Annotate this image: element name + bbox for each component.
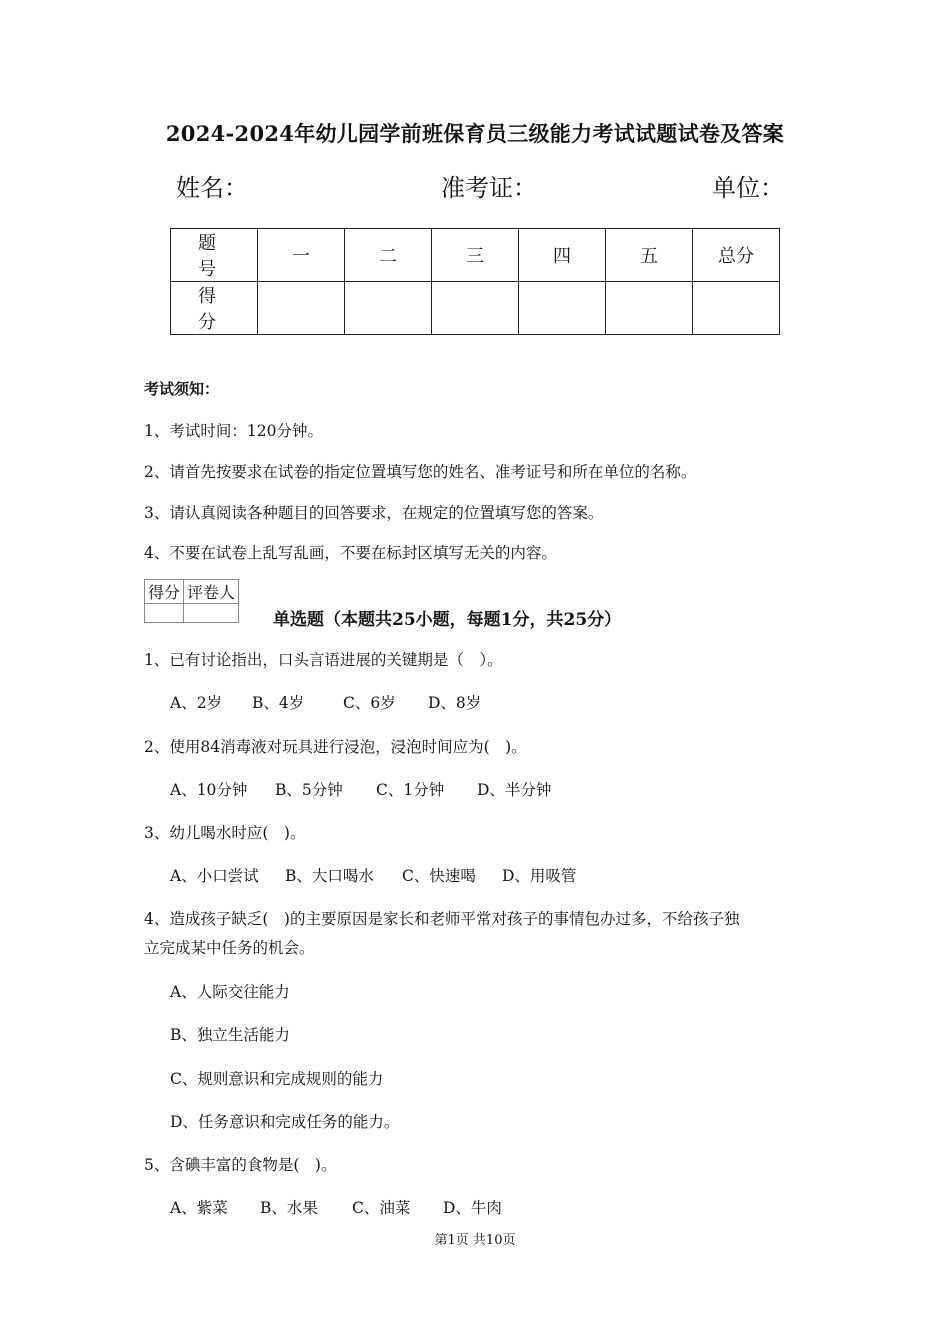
score-cell[interactable] [345,282,432,335]
notice-item: 4、不要在试卷上乱写乱画，不要在标封区填写无关的内容。 [144,544,557,562]
option-a[interactable]: A、10分钟 [170,781,248,799]
name-field-label: 姓名： [176,174,248,202]
question-stem: 5、含碘丰富的食物是( )。 [144,1156,337,1174]
notice-item: 3、请认真阅读各种题目的回答要求，在规定的位置填写您的答案。 [144,504,604,522]
score-table-header-2: 二 [345,229,432,282]
option-c[interactable]: C、1分钟 [376,781,445,799]
question-stem: 1、已有讨论指出，口头言语进展的关键期是（ ）。 [144,651,503,669]
option-b[interactable]: B、5分钟 [275,781,343,799]
option-b[interactable]: B、水果 [260,1199,318,1217]
option-b[interactable]: B、独立生活能力 [170,1026,290,1044]
option-a[interactable]: A、人际交往能力 [170,983,290,1001]
question-stem-continued: 立完成某中任务的机会。 [144,939,315,957]
option-c[interactable]: C、规则意识和完成规则的能力 [170,1070,384,1088]
question-stem: 2、使用84消毒液对玩具进行浸泡，浸泡时间应为( )。 [144,738,527,756]
option-c[interactable]: C、6岁 [343,694,396,712]
option-a[interactable]: A、2岁 [170,694,223,712]
option-d[interactable]: D、牛肉 [443,1199,502,1217]
score-cell[interactable] [519,282,606,335]
question-stem: 4、造成孩子缺乏( )的主要原因是家长和老师平常对孩子的事情包办过多，不给孩子独 [144,910,740,928]
option-b[interactable]: B、大口喝水 [285,867,374,885]
notice-title: 考试须知： [144,380,220,398]
grader-name-label: 评卷人 [184,580,239,604]
option-c[interactable]: C、油菜 [352,1199,411,1217]
option-c[interactable]: C、快速喝 [402,867,476,885]
score-table-header-4: 四 [519,229,606,282]
option-d[interactable]: D、任务意识和完成任务的能力。 [170,1113,400,1131]
score-table [170,228,780,335]
score-table-score-row [171,282,780,335]
option-d[interactable]: D、半分钟 [477,781,552,799]
notice-item: 2、请首先按要求在试卷的指定位置填写您的姓名、准考证号和所在单位的名称。 [144,463,697,481]
score-cell[interactable] [432,282,519,335]
score-cell-total[interactable] [693,282,780,335]
score-cell[interactable] [258,282,345,335]
score-table-header-total: 总分 [693,229,780,282]
grader-name-cell[interactable] [184,604,239,623]
grader-score-label: 得分 [145,580,184,604]
score-cell[interactable] [606,282,693,335]
grader-box [144,579,239,623]
score-table-header-1: 一 [258,229,345,282]
section-title: 单选题（本题共25小题，每题1分，共25分） [273,610,622,630]
question-stem: 3、幼儿喝水时应( )。 [144,824,306,842]
page-footer: 第1页 共10页 [434,1233,516,1248]
notice-item: 1、考试时间：120分钟。 [144,422,323,440]
option-a[interactable]: A、小口尝试 [170,867,259,885]
option-a[interactable]: A、紫菜 [170,1199,228,1217]
grader-score-cell[interactable] [145,604,184,623]
unit-field-label: 单位： [712,174,784,202]
page-title: 2024-2024年幼儿园学前班保育员三级能力考试试题试卷及答案 [165,121,785,146]
option-d[interactable]: D、8岁 [428,694,482,712]
score-table-header-row [171,229,780,282]
option-b[interactable]: B、4岁 [252,694,305,712]
score-table-header-label: 题 号 [171,229,258,282]
score-table-header-5: 五 [606,229,693,282]
option-d[interactable]: D、用吸管 [502,867,577,885]
score-table-row-label: 得 分 [171,282,258,335]
score-table-header-3: 三 [432,229,519,282]
exam-id-field-label: 准考证： [441,174,537,202]
